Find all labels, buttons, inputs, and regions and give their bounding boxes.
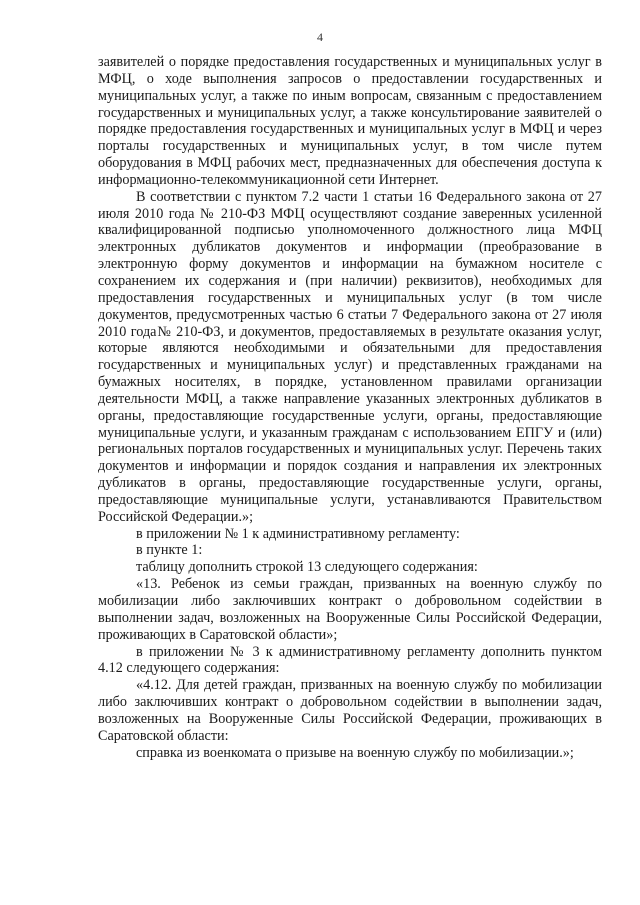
paragraph-mfc-consulting: заявителей о порядке предоставления государственных и муниципальных услуг в МФЦ, о ходе выполнения запросов о предоставлении государственных и муниципальных услуг, а также по иным вопросам, связанным с предоставлением государственных и муниципальных услуг, а также консультирование заявителей о порядке предоставления государственных и муниципальных услуг в МФЦ и через порталы государственных и муниципальных услуг, в том числе путем оборудования в МФЦ рабочих мест, предназначенных для обеспечения доступа к информационно-телекоммуникационной сети Интернет. bbox=[98, 54, 602, 188]
paragraph-row-13-content: «13. Ребенок из семьи граждан, призванных на военную службу по мобилизации либо заключивших контракт о добровольном содействии в выполнении задач, возложенных на Вооруженные Силы Российской Федерации, проживающих в Саратовской области»; bbox=[98, 576, 602, 643]
paragraph-certificate: справка из военкомата о призыве на военную службу по мобилизации.»; bbox=[136, 744, 574, 761]
paragraph-clause-1: в пункте 1: bbox=[136, 542, 203, 559]
page-number: 4 bbox=[317, 30, 323, 44]
paragraph-appendix-3: в приложении № 3 к административному регламенту дополнить пунктом 4.12 следующего содержания: bbox=[98, 643, 602, 677]
document-body bbox=[98, 54, 602, 761]
paragraph-electronic-duplicates: В соответствии с пунктом 7.2 части 1 статьи 16 Федерального закона от 27 июля 2010 года № 210-ФЗ МФЦ осуществляют создание заверенных усиленной квалифицированной подписью уполномоченного должностного лица МФЦ электронных дубликатов документов и информации (преобразование в электронную форму документов и информации на бумажном носителе с сохранением их содержания и (при наличии) реквизитов), необходимых для предоставления государственных и муниципальных услуг (в том числе документов, предусмотренных частью 6 статьи 7 Федерального закона от 27 июля 2010 года№ 210-ФЗ, и документов, предоставляемых в результате оказания услуг, которые являются необходимыми и обязательными для предоставления государственных и муниципальных услуг) и представленных гражданами на бумажных носителях, в порядке, установленном правилами организации деятельности МФЦ, а также направление указанных электронных дубликатов в органы, предоставляющие государственные услуги, органы, предоставляющие муниципальные услуги, и указанным гражданам с использованием ЕПГУ и (или) региональных порталов государственных и муниципальных услуг. Перечень таких документов и информации и порядок создания и направления их электронных дубликатов в органы, предоставляющие государственные услуги, органы, предоставляющие муниципальные услуги, устанавливаются Правительством Российской Федерации.»; bbox=[98, 188, 602, 525]
paragraph-appendix-1: в приложении № 1 к административному регламенту: bbox=[136, 525, 460, 542]
paragraph-clause-4-12: «4.12. Для детей граждан, призванных на военную службу по мобилизации либо заключивших контракт о добровольном содействии в выполнении задач, возложенных на Вооруженные Силы Российской Федерации, проживающих в Саратовской области: bbox=[98, 677, 602, 744]
paragraph-table-row-13: таблицу дополнить строкой 13 следующего содержания: bbox=[136, 559, 478, 576]
